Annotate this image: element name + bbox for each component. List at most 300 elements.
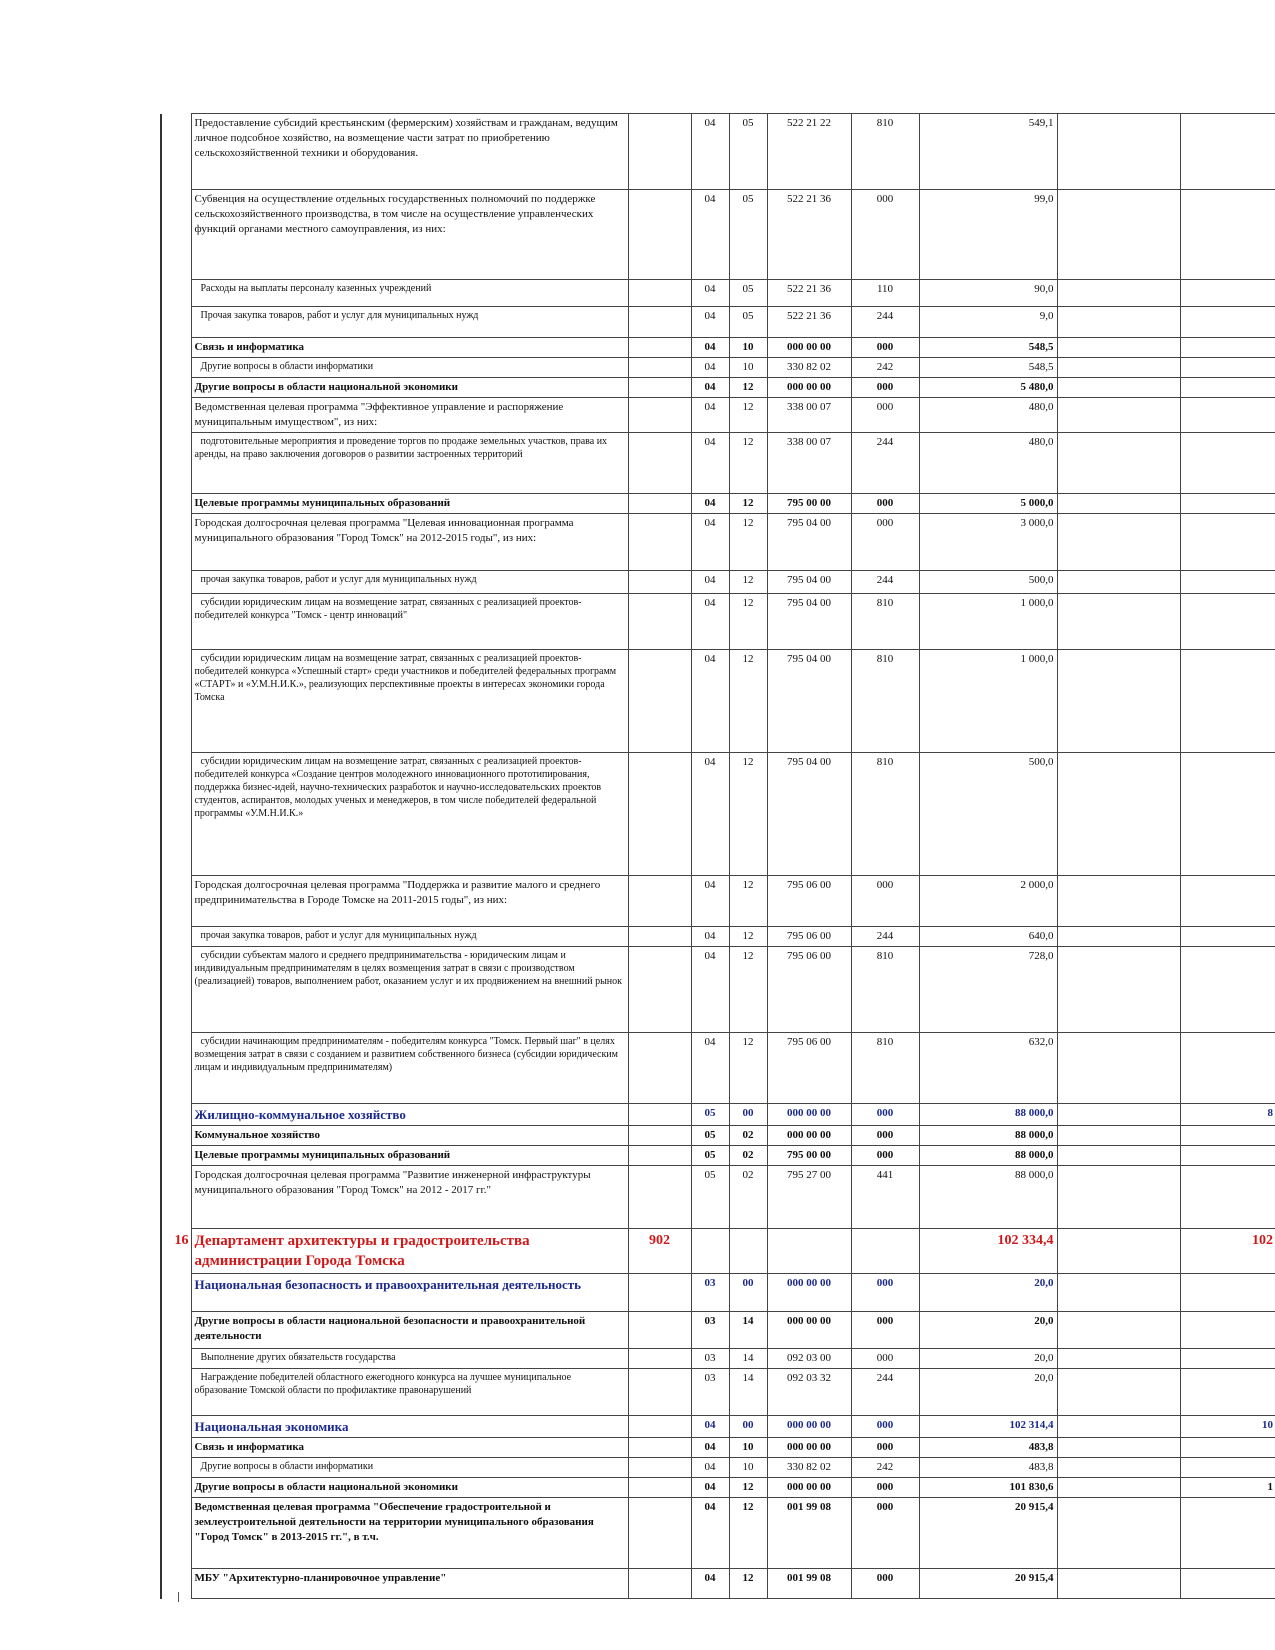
cell-vr: 000 xyxy=(851,1126,919,1146)
cell-pr: 14 xyxy=(729,1312,767,1349)
cell-pr: 00 xyxy=(729,1104,767,1126)
table-row xyxy=(161,190,1275,280)
cell-ved xyxy=(628,1166,691,1229)
cell-name: Субвенция на осуществление отдельных государственных полномочий по поддержке сельскохозяйственного производства, в том числе на осуществление управленческих функций органами местного самоуправления, из них: xyxy=(191,190,628,280)
cell-ved xyxy=(628,1104,691,1126)
cell-rz: 04 xyxy=(691,190,729,280)
cell-s2 xyxy=(1057,1104,1180,1126)
cell-name: Другие вопросы в области национальной безопасности и правоохранительной деятельности xyxy=(191,1312,628,1349)
cell-pr: 12 xyxy=(729,571,767,594)
table-row xyxy=(161,1416,1275,1438)
cell-s3 xyxy=(1180,1438,1275,1458)
cell-csr: 000 00 00 xyxy=(767,1274,851,1312)
cell-s3 xyxy=(1180,398,1275,433)
table-row xyxy=(161,358,1275,378)
cell-name: Предоставление субсидий крестьянским (фермерским) хозяйствам и гражданам, ведущим личное подсобное хозяйство, на возмещение части затрат по приобретению сельскохозяйственной техники и оборудования. xyxy=(191,114,628,190)
cell-num xyxy=(161,1146,191,1166)
cell-num xyxy=(161,378,191,398)
cell-rz: 04 xyxy=(691,594,729,650)
cell-num xyxy=(161,358,191,378)
cell-rz: 05 xyxy=(691,1126,729,1146)
cell-name: Жилищно-коммунальное хозяйство xyxy=(191,1104,628,1126)
cell-ved xyxy=(628,1569,691,1599)
cell-csr: 795 04 00 xyxy=(767,753,851,876)
cell-s3 xyxy=(1180,338,1275,358)
cell-rz: 03 xyxy=(691,1274,729,1312)
cell-ved xyxy=(628,338,691,358)
cell-s3 xyxy=(1180,307,1275,338)
table-row xyxy=(161,1458,1275,1478)
cell-vr: 000 xyxy=(851,1312,919,1349)
cell-vr: 000 xyxy=(851,398,919,433)
table-row xyxy=(161,307,1275,338)
cell-s1: 88 000,0 xyxy=(919,1146,1057,1166)
cell-csr: 000 00 00 xyxy=(767,1104,851,1126)
table-row xyxy=(161,1146,1275,1166)
cell-s1: 20,0 xyxy=(919,1369,1057,1416)
cell-s3 xyxy=(1180,514,1275,571)
cell-pr: 12 xyxy=(729,927,767,947)
cell-pr: 02 xyxy=(729,1146,767,1166)
cell-s2 xyxy=(1057,876,1180,927)
cell-csr: 338 00 07 xyxy=(767,433,851,494)
table-row xyxy=(161,433,1275,494)
cell-s3 xyxy=(1180,571,1275,594)
cell-s2 xyxy=(1057,378,1180,398)
cell-s3 xyxy=(1180,947,1275,1033)
cell-s2 xyxy=(1057,1126,1180,1146)
table-row xyxy=(161,1438,1275,1458)
cell-s3 xyxy=(1180,114,1275,190)
cell-vr: 110 xyxy=(851,280,919,307)
cell-rz: 04 xyxy=(691,1569,729,1599)
cell-rz: 04 xyxy=(691,514,729,571)
cell-num xyxy=(161,1126,191,1146)
table-row xyxy=(161,1104,1275,1126)
cell-name: Другие вопросы в области информатики xyxy=(191,358,628,378)
cell-num xyxy=(161,1416,191,1438)
cell-name: Городская долгосрочная целевая программа "Целевая инновационная программа муниципального образования "Город Томск" на 2012-2015 годы", из них: xyxy=(191,514,628,571)
cell-csr: 522 21 36 xyxy=(767,280,851,307)
cell-ved: 902 xyxy=(628,1229,691,1274)
page-edge-mark xyxy=(178,1592,180,1602)
cell-name: Ведомственная целевая программа "Обеспечение градостроительной и землеустроительной деятельности на территории муниципального образования "Город Томск" в 2013-2015 гг.", в т.ч. xyxy=(191,1498,628,1569)
cell-s2 xyxy=(1057,1498,1180,1569)
cell-ved xyxy=(628,433,691,494)
cell-csr: 795 06 00 xyxy=(767,947,851,1033)
cell-num xyxy=(161,307,191,338)
cell-num xyxy=(161,1104,191,1126)
cell-ved xyxy=(628,1458,691,1478)
cell-s1: 3 000,0 xyxy=(919,514,1057,571)
cell-name: Награждение победителей областного ежегодного конкурса на лучшее муниципальное образование Томской области по профилактике правонарушений xyxy=(191,1369,628,1416)
cell-csr: 338 00 07 xyxy=(767,398,851,433)
cell-num xyxy=(161,1478,191,1498)
cell-vr: 000 xyxy=(851,1146,919,1166)
cell-pr: 05 xyxy=(729,190,767,280)
cell-rz: 04 xyxy=(691,338,729,358)
cell-name: Прочая закупка товаров, работ и услуг для муниципальных нужд xyxy=(191,307,628,338)
cell-vr: 244 xyxy=(851,571,919,594)
cell-vr: 810 xyxy=(851,947,919,1033)
table-row xyxy=(161,398,1275,433)
cell-name: субсидии субъектам малого и среднего предпринимательства - юридическим лицам и индивидуальным предпринимателям в целях возмещения затрат в связи с производством (реализацией) товаров, выполнением работ, оказанием услуг и их продвижением на внешний рынок xyxy=(191,947,628,1033)
cell-name: Выполнение других обязательств государства xyxy=(191,1349,628,1369)
budget-table-sheet xyxy=(160,113,1275,1599)
cell-csr: 001 99 08 xyxy=(767,1569,851,1599)
cell-rz: 04 xyxy=(691,378,729,398)
cell-s1: 5 000,0 xyxy=(919,494,1057,514)
cell-s2 xyxy=(1057,1478,1180,1498)
cell-vr: 244 xyxy=(851,433,919,494)
cell-pr: 10 xyxy=(729,1438,767,1458)
cell-name: Городская долгосрочная целевая программа "Поддержка и развитие малого и среднего предпринимательства в Городе Томске на 2011-2015 годы", из них: xyxy=(191,876,628,927)
cell-vr: 000 xyxy=(851,1416,919,1438)
cell-vr: 242 xyxy=(851,358,919,378)
cell-s1: 548,5 xyxy=(919,358,1057,378)
cell-name: Городская долгосрочная целевая программа "Развитие инженерной инфраструктуры муниципального образования "Город Томск" на 2012 - 2017 гг." xyxy=(191,1166,628,1229)
cell-name: подготовительные мероприятия и проведение торгов по продаже земельных участков, права их аренды, на право заключения договоров о развитии застроенных территорий xyxy=(191,433,628,494)
cell-num xyxy=(161,947,191,1033)
cell-s3 xyxy=(1180,1498,1275,1569)
cell-name: прочая закупка товаров, работ и услуг для муниципальных нужд xyxy=(191,571,628,594)
cell-pr: 00 xyxy=(729,1416,767,1438)
table-row xyxy=(161,753,1275,876)
cell-s3 xyxy=(1180,1166,1275,1229)
cell-num xyxy=(161,1569,191,1599)
cell-csr: 001 99 08 xyxy=(767,1498,851,1569)
cell-vr: 244 xyxy=(851,307,919,338)
cell-s2 xyxy=(1057,494,1180,514)
cell-vr: 000 xyxy=(851,876,919,927)
cell-s2 xyxy=(1057,1312,1180,1349)
table-row xyxy=(161,927,1275,947)
cell-pr: 12 xyxy=(729,398,767,433)
cell-s1: 728,0 xyxy=(919,947,1057,1033)
cell-ved xyxy=(628,876,691,927)
cell-csr: 000 00 00 xyxy=(767,1312,851,1349)
cell-s1: 20,0 xyxy=(919,1274,1057,1312)
table-row xyxy=(161,1498,1275,1569)
cell-csr: 795 00 00 xyxy=(767,1146,851,1166)
cell-ved xyxy=(628,594,691,650)
cell-ved xyxy=(628,1498,691,1569)
table-row xyxy=(161,378,1275,398)
cell-num xyxy=(161,1349,191,1369)
cell-pr: 12 xyxy=(729,650,767,753)
cell-s2 xyxy=(1057,338,1180,358)
cell-s2 xyxy=(1057,1369,1180,1416)
cell-rz: 03 xyxy=(691,1349,729,1369)
cell-s1: 1 000,0 xyxy=(919,594,1057,650)
cell-s3 xyxy=(1180,753,1275,876)
cell-s2 xyxy=(1057,114,1180,190)
cell-s1: 88 000,0 xyxy=(919,1104,1057,1126)
cell-ved xyxy=(628,1312,691,1349)
table-row xyxy=(161,1033,1275,1104)
cell-vr: 000 xyxy=(851,494,919,514)
table-row xyxy=(161,1478,1275,1498)
table-row xyxy=(161,1369,1275,1416)
cell-ved xyxy=(628,494,691,514)
cell-vr: 000 xyxy=(851,1104,919,1126)
cell-num xyxy=(161,571,191,594)
cell-s3 xyxy=(1180,1349,1275,1369)
cell-num xyxy=(161,190,191,280)
cell-vr: 244 xyxy=(851,927,919,947)
cell-ved xyxy=(628,753,691,876)
cell-s3: 1 xyxy=(1180,1478,1275,1498)
cell-ved xyxy=(628,1416,691,1438)
cell-vr: 810 xyxy=(851,753,919,876)
cell-ved xyxy=(628,398,691,433)
cell-vr: 441 xyxy=(851,1166,919,1229)
cell-csr: 522 21 22 xyxy=(767,114,851,190)
cell-s1: 2 000,0 xyxy=(919,876,1057,927)
cell-rz: 04 xyxy=(691,280,729,307)
cell-s3 xyxy=(1180,378,1275,398)
cell-csr: 000 00 00 xyxy=(767,1416,851,1438)
cell-s3 xyxy=(1180,358,1275,378)
cell-num xyxy=(161,114,191,190)
cell-s2 xyxy=(1057,1033,1180,1104)
table-row xyxy=(161,1274,1275,1312)
cell-rz: 04 xyxy=(691,398,729,433)
cell-vr: 810 xyxy=(851,650,919,753)
cell-num xyxy=(161,494,191,514)
cell-num xyxy=(161,1498,191,1569)
cell-ved xyxy=(628,1274,691,1312)
cell-name: Целевые программы муниципальных образований xyxy=(191,1146,628,1166)
cell-csr: 522 21 36 xyxy=(767,307,851,338)
cell-s2 xyxy=(1057,280,1180,307)
cell-num xyxy=(161,1274,191,1312)
cell-rz: 05 xyxy=(691,1104,729,1126)
cell-pr: 14 xyxy=(729,1349,767,1369)
cell-ved xyxy=(628,947,691,1033)
cell-csr: 092 03 32 xyxy=(767,1369,851,1416)
table-row xyxy=(161,650,1275,753)
cell-s2 xyxy=(1057,927,1180,947)
cell-pr: 10 xyxy=(729,358,767,378)
cell-csr: 795 04 00 xyxy=(767,514,851,571)
cell-vr: 000 xyxy=(851,1349,919,1369)
cell-csr: 000 00 00 xyxy=(767,1478,851,1498)
cell-name: субсидии юридическим лицам на возмещение затрат, связанных с реализацией проектов-победителей конкурса «Создание центров молодежного инновационного прототипирования, поддержка бизнес-идей, научно-технических разработок и научно-исследовательских проектов студентов, аспирантов, молодых ученых и менеджеров, в том числе победителей федеральной программы «У.М.Н.И.К.» xyxy=(191,753,628,876)
cell-s2 xyxy=(1057,1416,1180,1438)
cell-s1: 9,0 xyxy=(919,307,1057,338)
cell-ved xyxy=(628,1126,691,1146)
table-row xyxy=(161,1312,1275,1349)
cell-ved xyxy=(628,307,691,338)
cell-vr: 000 xyxy=(851,1274,919,1312)
cell-s1: 480,0 xyxy=(919,398,1057,433)
table-row xyxy=(161,1166,1275,1229)
cell-csr: 000 00 00 xyxy=(767,338,851,358)
cell-s1: 1 000,0 xyxy=(919,650,1057,753)
table-row xyxy=(161,494,1275,514)
table-row xyxy=(161,947,1275,1033)
cell-ved xyxy=(628,1438,691,1458)
cell-num xyxy=(161,338,191,358)
cell-s3 xyxy=(1180,1126,1275,1146)
cell-ved xyxy=(628,114,691,190)
cell-s3: 8 xyxy=(1180,1104,1275,1126)
table-row xyxy=(161,1229,1275,1274)
cell-s2 xyxy=(1057,1166,1180,1229)
cell-name: Расходы на выплаты персоналу казенных учреждений xyxy=(191,280,628,307)
cell-pr: 12 xyxy=(729,1478,767,1498)
cell-rz: 05 xyxy=(691,1166,729,1229)
cell-num xyxy=(161,1312,191,1349)
cell-s2 xyxy=(1057,1569,1180,1599)
cell-rz: 04 xyxy=(691,494,729,514)
cell-pr xyxy=(729,1229,767,1274)
cell-s2 xyxy=(1057,1438,1180,1458)
cell-s3: 102 xyxy=(1180,1229,1275,1274)
cell-pr: 02 xyxy=(729,1166,767,1229)
cell-s1: 20,0 xyxy=(919,1312,1057,1349)
cell-s3 xyxy=(1180,280,1275,307)
cell-num xyxy=(161,1369,191,1416)
cell-csr: 795 04 00 xyxy=(767,650,851,753)
cell-rz: 04 xyxy=(691,1033,729,1104)
cell-pr: 12 xyxy=(729,433,767,494)
cell-ved xyxy=(628,358,691,378)
cell-rz: 04 xyxy=(691,753,729,876)
cell-s2 xyxy=(1057,398,1180,433)
cell-pr: 10 xyxy=(729,338,767,358)
cell-vr: 000 xyxy=(851,514,919,571)
cell-ved xyxy=(628,1369,691,1416)
cell-s1: 500,0 xyxy=(919,753,1057,876)
cell-rz: 04 xyxy=(691,1478,729,1498)
cell-s3 xyxy=(1180,650,1275,753)
cell-pr: 12 xyxy=(729,514,767,571)
cell-s3: 10 xyxy=(1180,1416,1275,1438)
cell-name: Национальная экономика xyxy=(191,1416,628,1438)
cell-ved xyxy=(628,1146,691,1166)
cell-s3 xyxy=(1180,876,1275,927)
cell-csr: 795 00 00 xyxy=(767,494,851,514)
cell-vr: 810 xyxy=(851,1033,919,1104)
cell-s3 xyxy=(1180,927,1275,947)
cell-s1: 102 314,4 xyxy=(919,1416,1057,1438)
table-row xyxy=(161,1349,1275,1369)
cell-ved xyxy=(628,280,691,307)
cell-s3 xyxy=(1180,1146,1275,1166)
cell-pr: 12 xyxy=(729,378,767,398)
cell-vr: 000 xyxy=(851,378,919,398)
cell-num xyxy=(161,594,191,650)
cell-pr: 12 xyxy=(729,947,767,1033)
cell-vr: 810 xyxy=(851,594,919,650)
cell-rz: 04 xyxy=(691,307,729,338)
cell-rz: 04 xyxy=(691,1416,729,1438)
cell-csr: 330 82 02 xyxy=(767,358,851,378)
cell-s2 xyxy=(1057,1274,1180,1312)
cell-s1: 548,5 xyxy=(919,338,1057,358)
cell-num xyxy=(161,876,191,927)
cell-s3 xyxy=(1180,1369,1275,1416)
cell-name: Другие вопросы в области национальной экономики xyxy=(191,1478,628,1498)
table-row xyxy=(161,876,1275,927)
cell-ved xyxy=(628,571,691,594)
cell-name: субсидии начинающим предпринимателям - победителям конкурса "Томск. Первый шаг" в целях возмещения затрат в связи с созданием и развитием собственного бизнеса (субсидии юридическим лицам и индивидуальным предпринимателям) xyxy=(191,1033,628,1104)
cell-ved xyxy=(628,378,691,398)
cell-s1: 20 915,4 xyxy=(919,1569,1057,1599)
table-row xyxy=(161,571,1275,594)
cell-name: субсидии юридическим лицам на возмещение затрат, связанных с реализацией проектов-победителей конкурса «Успешный старт» среди участников и победителей федеральных программ «СТАРТ» и «У.М.Н.И.К.», реализующих перспективные проекты в интересах экономики города Томска xyxy=(191,650,628,753)
cell-pr: 12 xyxy=(729,876,767,927)
cell-num xyxy=(161,650,191,753)
cell-s1: 20,0 xyxy=(919,1349,1057,1369)
cell-ved xyxy=(628,190,691,280)
cell-s3 xyxy=(1180,1274,1275,1312)
cell-pr: 14 xyxy=(729,1369,767,1416)
cell-s1: 88 000,0 xyxy=(919,1126,1057,1146)
table-row xyxy=(161,338,1275,358)
cell-csr: 000 00 00 xyxy=(767,1438,851,1458)
cell-rz: 04 xyxy=(691,927,729,947)
cell-rz: 05 xyxy=(691,1146,729,1166)
cell-s1: 20 915,4 xyxy=(919,1498,1057,1569)
cell-name: прочая закупка товаров, работ и услуг для муниципальных нужд xyxy=(191,927,628,947)
cell-vr: 000 xyxy=(851,1569,919,1599)
cell-vr: 000 xyxy=(851,338,919,358)
cell-num xyxy=(161,433,191,494)
cell-num xyxy=(161,1458,191,1478)
cell-s1: 90,0 xyxy=(919,280,1057,307)
cell-csr: 000 00 00 xyxy=(767,1126,851,1146)
cell-ved xyxy=(628,1478,691,1498)
cell-rz: 04 xyxy=(691,1458,729,1478)
cell-num xyxy=(161,398,191,433)
cell-name: Коммунальное хозяйство xyxy=(191,1126,628,1146)
cell-s2 xyxy=(1057,753,1180,876)
cell-csr: 522 21 36 xyxy=(767,190,851,280)
cell-s2 xyxy=(1057,571,1180,594)
cell-rz: 03 xyxy=(691,1369,729,1416)
cell-name: Целевые программы муниципальных образований xyxy=(191,494,628,514)
cell-pr: 12 xyxy=(729,494,767,514)
cell-vr xyxy=(851,1229,919,1274)
cell-pr: 05 xyxy=(729,307,767,338)
cell-vr: 000 xyxy=(851,190,919,280)
cell-s3 xyxy=(1180,1458,1275,1478)
cell-s2 xyxy=(1057,190,1180,280)
cell-s1: 632,0 xyxy=(919,1033,1057,1104)
cell-s2 xyxy=(1057,1349,1180,1369)
cell-name: Другие вопросы в области национальной экономики xyxy=(191,378,628,398)
cell-rz: 04 xyxy=(691,433,729,494)
cell-name: Другие вопросы в области информатики xyxy=(191,1458,628,1478)
cell-rz: 04 xyxy=(691,571,729,594)
cell-csr: 795 06 00 xyxy=(767,876,851,927)
cell-pr: 12 xyxy=(729,1498,767,1569)
cell-pr: 02 xyxy=(729,1126,767,1146)
cell-s3 xyxy=(1180,1312,1275,1349)
cell-num xyxy=(161,1033,191,1104)
cell-pr: 12 xyxy=(729,1033,767,1104)
cell-s1: 101 830,6 xyxy=(919,1478,1057,1498)
cell-s3 xyxy=(1180,190,1275,280)
cell-ved xyxy=(628,514,691,571)
table-row xyxy=(161,1126,1275,1146)
cell-s2 xyxy=(1057,650,1180,753)
cell-csr: 795 04 00 xyxy=(767,571,851,594)
cell-s2 xyxy=(1057,1146,1180,1166)
